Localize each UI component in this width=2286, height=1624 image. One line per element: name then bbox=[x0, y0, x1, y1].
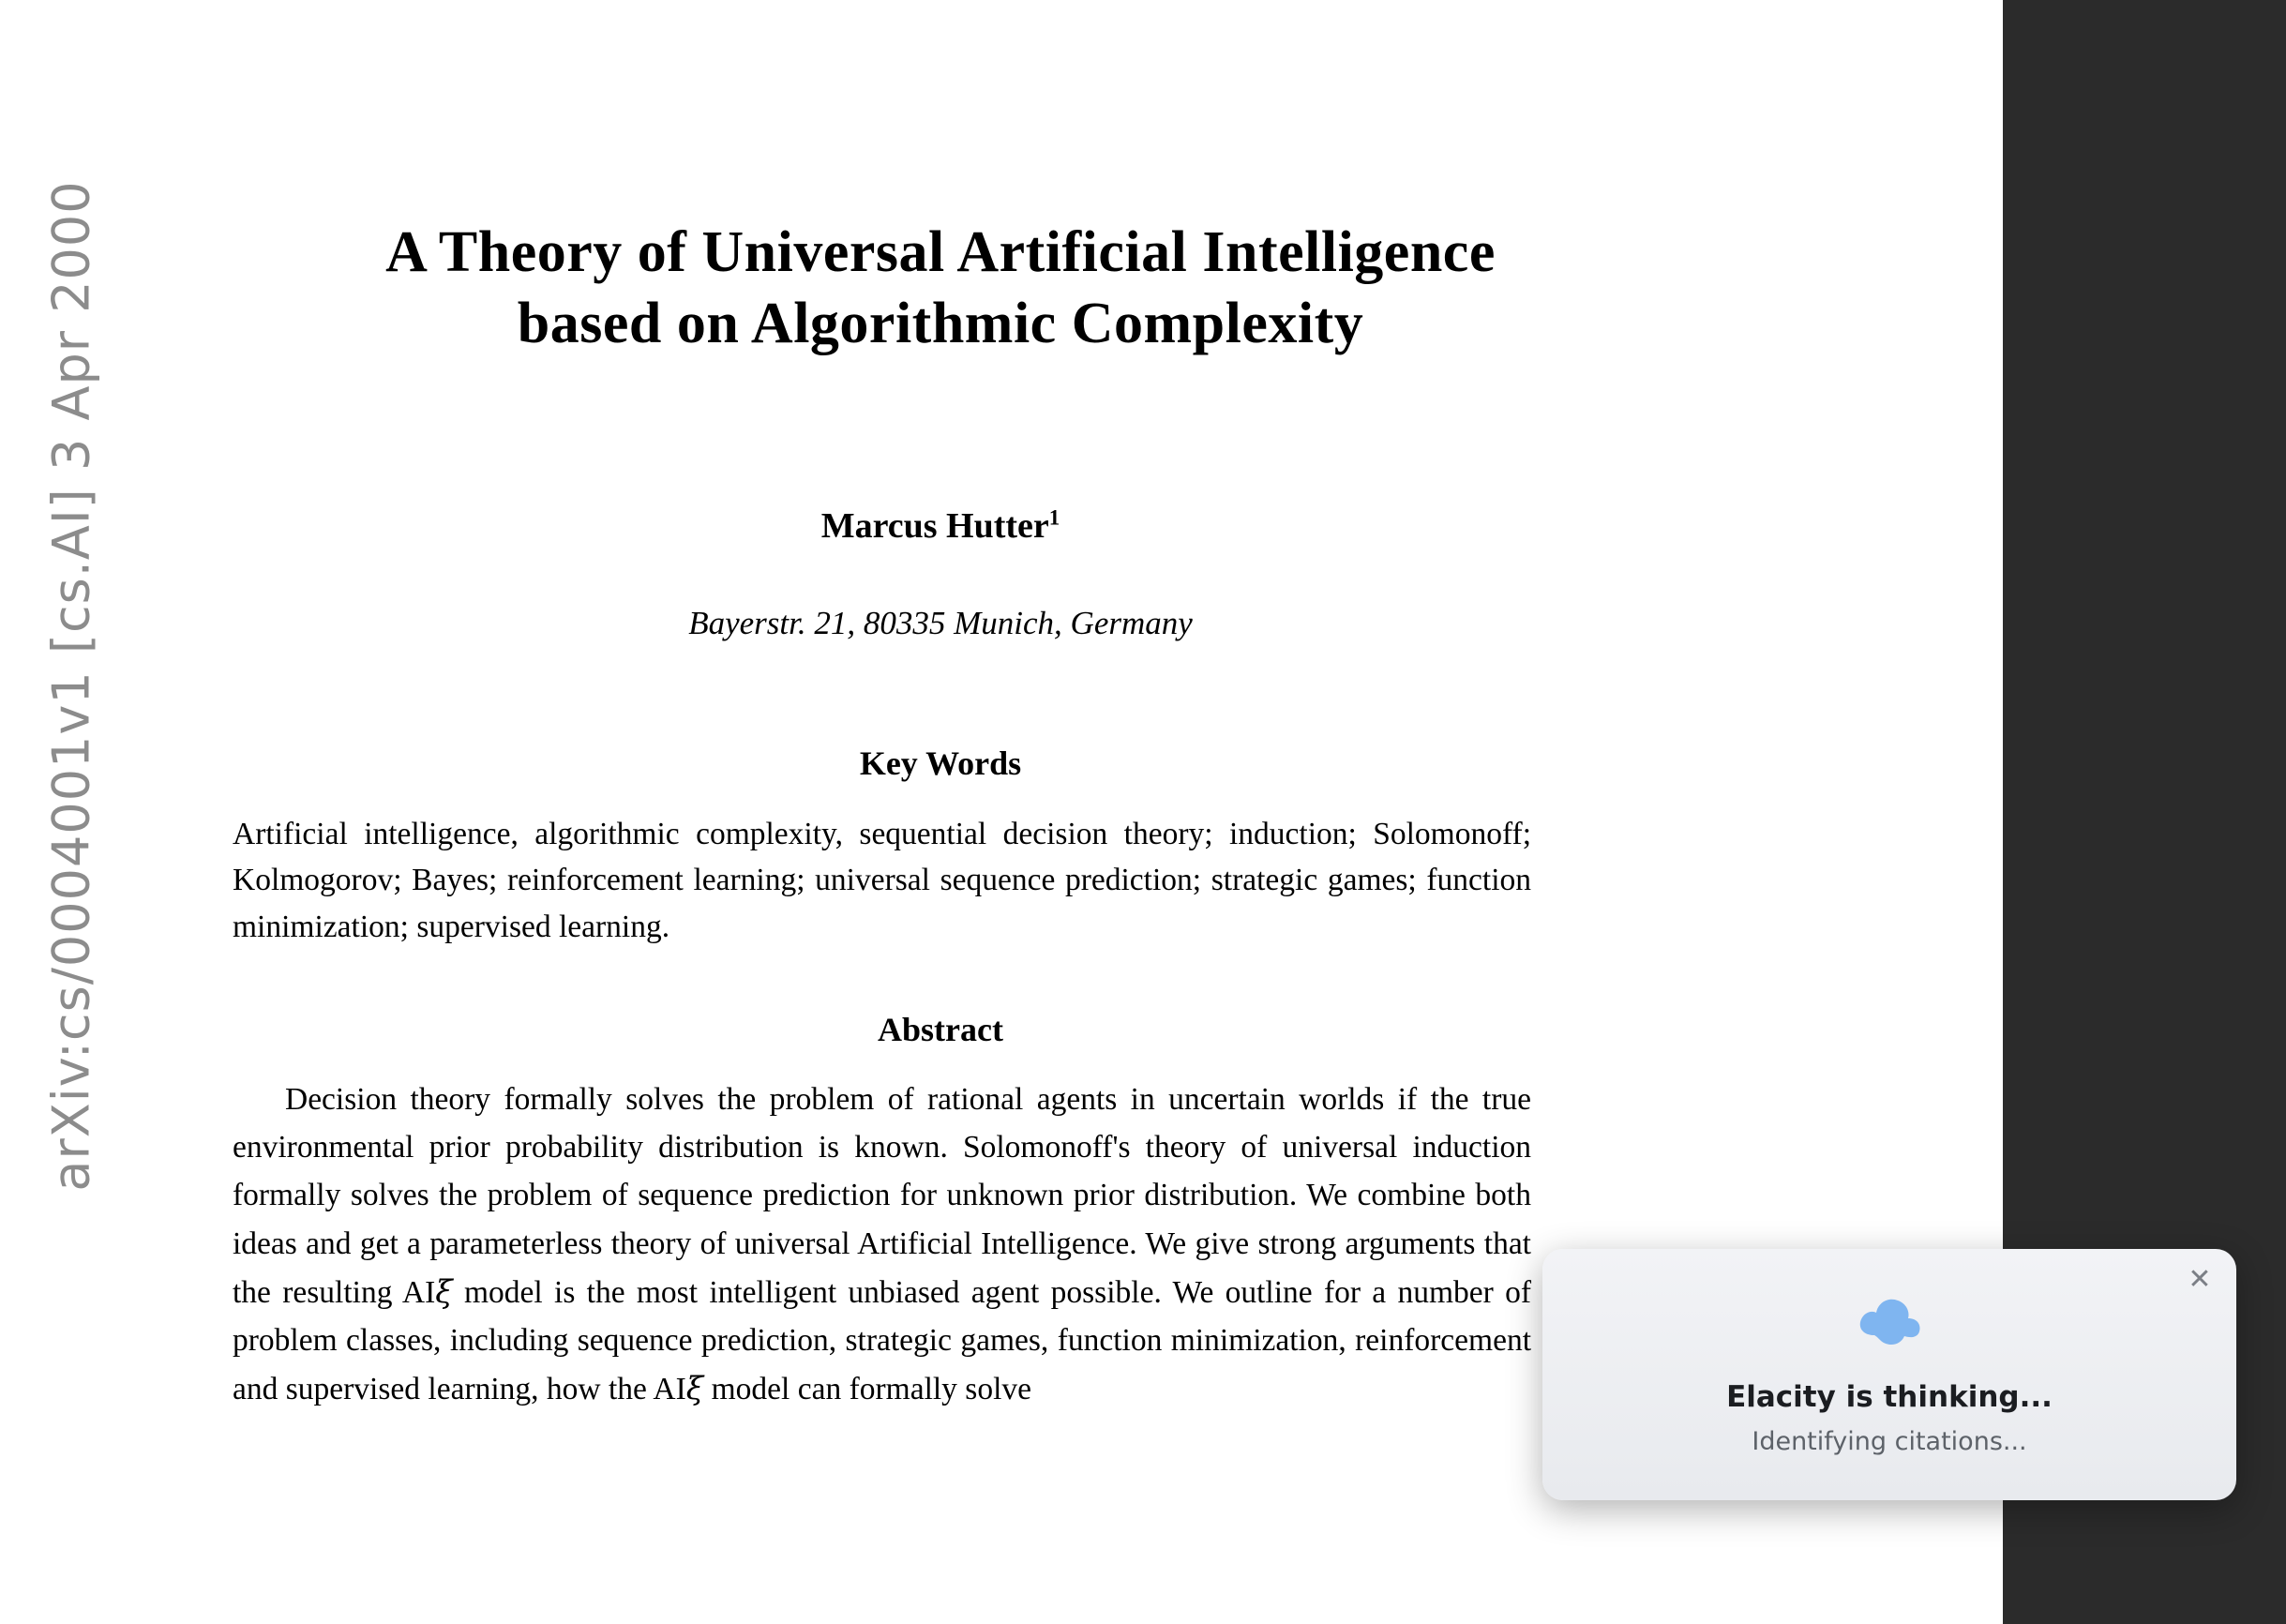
arxiv-identifier-stamp: arXiv:cs/0004001v1 [cs.AI] 3 Apr 2000 bbox=[41, 180, 101, 1192]
title-line-1: A Theory of Universal Artificial Intelligence bbox=[385, 220, 1496, 284]
title-line-2: based on Algorithmic Complexity bbox=[517, 291, 1364, 355]
toast-title: Elacity is thinking... bbox=[1726, 1380, 2053, 1414]
abstract-part-3: model can formally solve bbox=[703, 1372, 1032, 1407]
keywords-text: Artificial intelligence, algorithmic complexity, sequential decision theory; induction; Solomonoff; Kolmogorov; Bayes; reinforcement learning; universal sequence prediction; strategic games; function minimization; supervised learning. bbox=[233, 817, 1531, 944]
abstract-text bbox=[233, 1075, 1531, 1414]
abstract-symbol-xi-2: ξ bbox=[685, 1370, 704, 1407]
author-affiliation: Bayerstr. 21, 80335 Munich, Germany bbox=[688, 605, 1193, 642]
abstract-part-1: Decision theory formally solves the problem of rational agents in uncertain worlds if the true environmental prior probability distribution is known. Solomonoff's theory of universal induction formally solves the problem of sequence prediction for unknown prior distribution. We combine both ideas and get a parameterless theory of universal Artificial Intelligence. We give strong arguments that the resulting AI bbox=[233, 1081, 1531, 1310]
toast-subtitle: Identifying citations... bbox=[1752, 1427, 2027, 1456]
author-footnote-marker: 1 bbox=[1048, 505, 1060, 530]
author-label: Marcus Hutter bbox=[820, 506, 1049, 547]
author-name bbox=[233, 505, 1648, 547]
abstract-heading: Abstract bbox=[878, 1010, 1003, 1048]
thinking-toast bbox=[1542, 1249, 2236, 1500]
abstract-part-2: model is the most intelligent unbiased agent possible. We outline for a number of problem classes, including sequence prediction, strategic games, function minimization, reinforcement and supervised learning, how the AI bbox=[233, 1274, 1531, 1407]
abstract-symbol-xi-1: ξ bbox=[435, 1272, 453, 1310]
keywords-heading: Key Words bbox=[859, 744, 1022, 783]
close-icon[interactable]: ✕ bbox=[2188, 1263, 2212, 1296]
paper-content-column bbox=[233, 0, 1648, 1624]
page-title bbox=[233, 218, 1648, 359]
elacity-cloud-icon bbox=[1542, 1294, 2236, 1354]
